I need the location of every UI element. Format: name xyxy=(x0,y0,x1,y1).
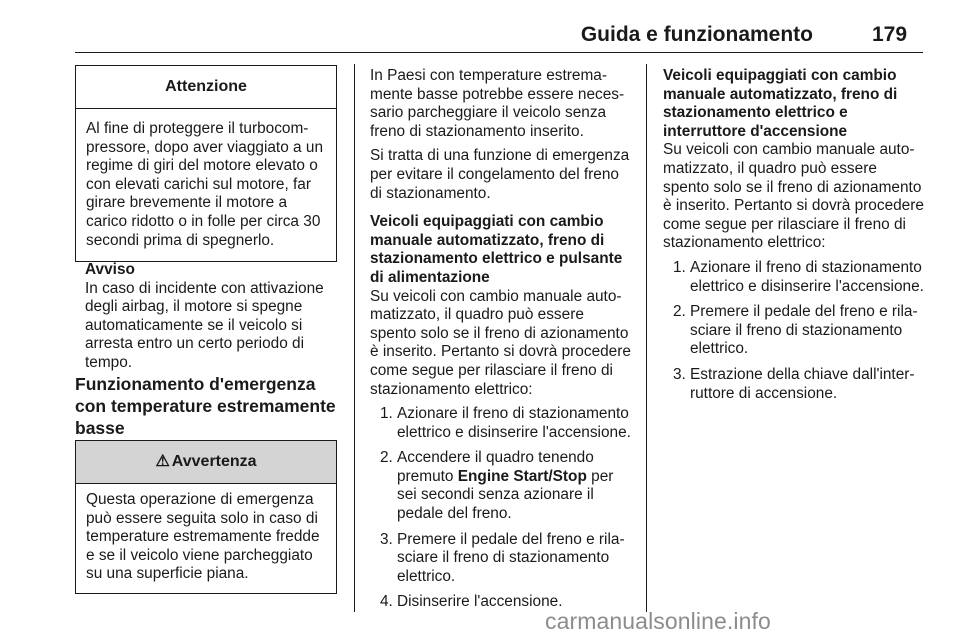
column2-paragraph-2: Si tratta di una funzione di emergenza per evitare il congelamento del freno di stazionamento. xyxy=(370,147,630,202)
attention-box xyxy=(75,65,337,262)
page-number: 179 xyxy=(872,23,908,46)
header-divider xyxy=(75,52,923,53)
engine-start-stop-label: Engine Start/Stop xyxy=(457,467,587,485)
list-item: 3. Premere il pedale del freno e rilasciare il freno di stazionamento elettrico. xyxy=(380,530,625,585)
section-heading: Funzionamento d'emergenza con temperature estremamente basse xyxy=(75,374,336,438)
notice-text: In caso di incidente con attivazione degli airbag, il motore si spegne automaticamente se il veicolo si arresta entro un certo periodo di tempo. xyxy=(85,279,324,371)
column2-subheading: Veicoli equipaggiati con cambio manuale automatizzato, freno di stazionamento elettrico e pulsante di alimentazione xyxy=(370,213,623,286)
notice-block xyxy=(85,261,341,373)
column-2 xyxy=(370,67,634,619)
list-item: 2. Premere il pedale del freno e rilasciare il freno di stazionamento elettrico. xyxy=(673,303,918,358)
column2-intro: Su veicoli con cambio manuale automatizzato, il quadro può essere spento solo se il freno di azionamento è inserito. Pertanto si dovrà procedere come segue per rilasciare il freno di stazionamento elettrico: xyxy=(370,287,631,398)
list-item: 4. Disinserire l'accensione. xyxy=(380,593,563,611)
list-item: 2. Accendere il quadro tenendo premuto Engine Start/Stop per sei secondi senza azionare il pedale del freno. xyxy=(380,449,614,523)
column-3 xyxy=(663,67,925,410)
watermark-text: carmanualsonline.info xyxy=(545,608,771,634)
column2-steps xyxy=(370,405,634,612)
column2-paragraph-1: In Paesi con temperature estremamente basse potrebbe essere necessario parcheggiare il veicolo senza freno di stazionamento inserito. xyxy=(370,67,625,140)
column3-subheading: Veicoli equipaggiati con cambio manuale automatizzato, freno di stazionamento elettrico e interruttore d'accensione xyxy=(663,67,898,140)
warning-box xyxy=(75,440,337,594)
warning-box-title: Avvertenza xyxy=(171,453,257,470)
attention-box-text: Al fine di proteggere il turbocompressore, dopo aver viaggiato a un regime di giri del motore elevato o con elevati carichi sul motore, far girare brevemente il motore a carico ridotto o in folle per circa 30 secondi prima di spegnerlo. xyxy=(86,120,323,249)
warning-box-header xyxy=(76,441,336,484)
warning-triangle-icon: ⚠ xyxy=(155,453,170,470)
notice-title: Avviso xyxy=(85,261,135,278)
running-header-title: Guida e funzionamento xyxy=(580,23,813,46)
column3-intro: Su veicoli con cambio manuale automatizzato, il quadro può essere spento solo se il freno di azionamento è inserito. Pertanto si dovrà procedere come segue per rilasciare il freno di stazionamento elettrico: xyxy=(663,141,924,252)
list-item: 1. Azionare il freno di stazionamento elettrico e disinserire l'accensione. xyxy=(673,258,924,295)
attention-box-title: Attenzione xyxy=(76,66,336,109)
column-divider-2 xyxy=(646,64,647,612)
list-item: 1. Azionare il freno di stazionamento elettrico e disinserire l'accensione. xyxy=(380,405,631,441)
column3-steps xyxy=(663,259,925,403)
warning-box-text: Questa operazione di emergenza può essere seguita solo in caso di temperature estremamente fredde e se il veicolo viene parcheggiato su una superficie piana. xyxy=(86,491,320,583)
column-divider-1 xyxy=(354,64,355,612)
list-item: 3. Estrazione della chiave dall'interruttore di accensione. xyxy=(673,365,915,402)
